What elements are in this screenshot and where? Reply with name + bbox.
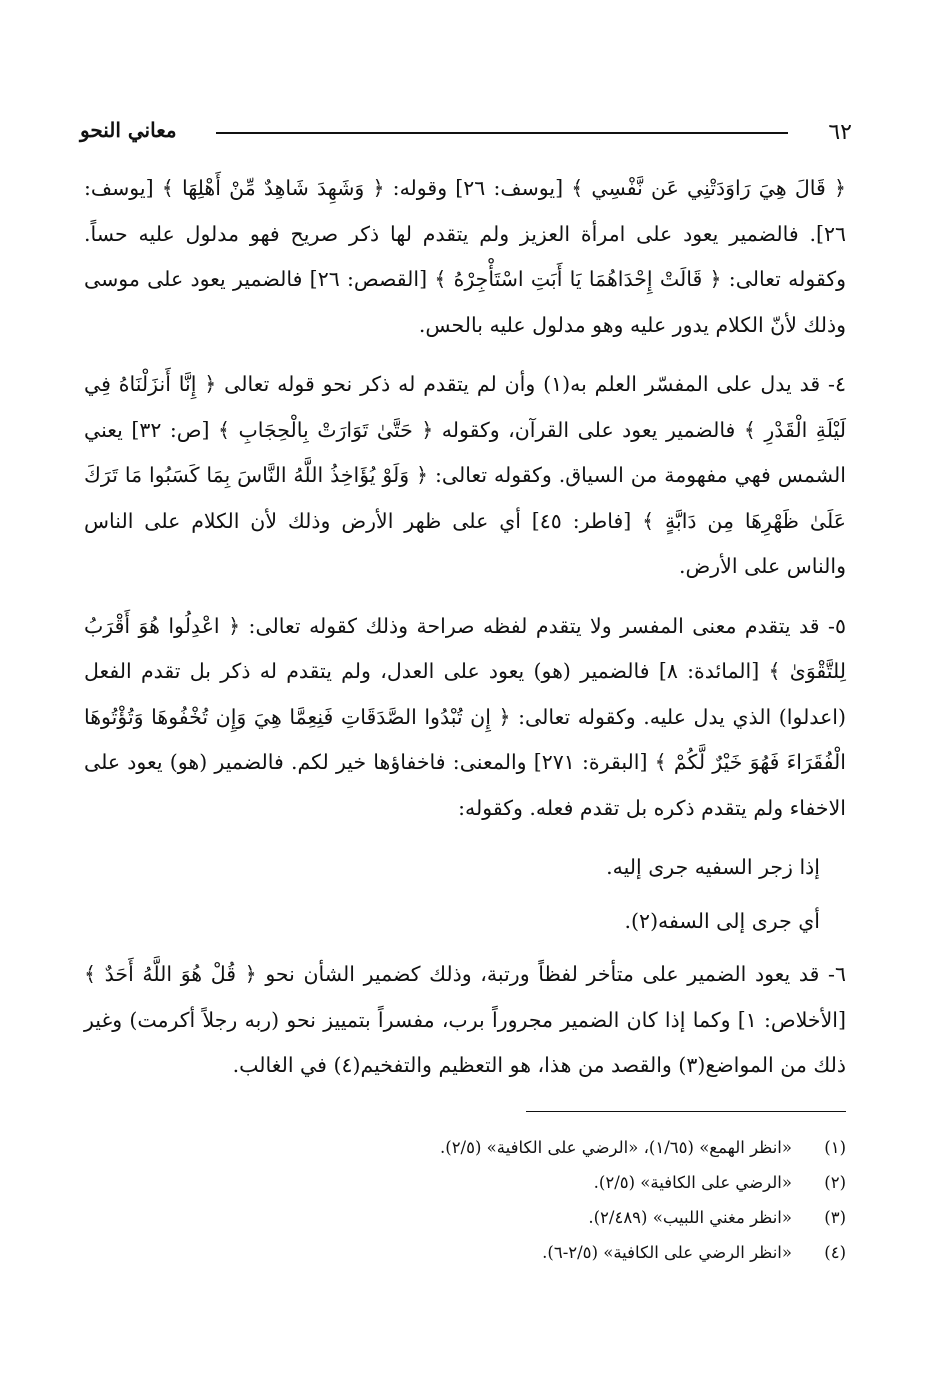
footnote-number: (٣)	[824, 1208, 846, 1227]
poetry-line: إذا زجر السفيه جرى إليه.	[606, 855, 820, 879]
paragraph-point-6: ٦- قد يعود الضمير على متأخر لفظاً ورتبة، وذلك كضمير الشأن نحو ﴿ قُلْ هُوَ اللَّهُ أَحَدٌ ﴾ [الأخلاص: ١] وكما إذا كان الضمير مجروراً برب، مفسراً بتمييز نحو (ربه رجلاً أكرمت) وغير ذلك من المواضع(٣) والقصد من هذا، هو التعظيم والتفخيم(٤) في الغالب.	[84, 962, 846, 1077]
footnotes	[84, 1130, 846, 1270]
footnote-item	[84, 1130, 846, 1165]
footnote-text: «الرضي على الكافية» (٢/٥).	[593, 1173, 792, 1192]
footnote-text: «انظر مغني اللبيب» (٢/٤٨٩).	[588, 1208, 792, 1227]
footnote-number: (٤)	[824, 1243, 846, 1262]
paragraph-intro: ﴿ قَالَ هِيَ رَاوَدَتْنِي عَن نَّفْسِي ﴾ [يوسف: ٢٦] وقوله: ﴿ وَشَهِدَ شَاهِدٌ مِّنْ أَهْلِهَا ﴾ [يوسف: ٢٦]. فالضمير يعود على امرأة العزيز ولم يتقدم لها ذكر صريح فهو مدلول عليه حساً. وكقوله تعالى: ﴿ قَالَتْ إِحْدَاهُمَا يَا أَبَتِ اسْتَأْجِرْهُ ﴾ [القصص: ٢٦] فالضمير يعود على موسى وذلك لأنّ الكلام يدور عليه وهو مدلول عليه بالحس.	[84, 176, 846, 337]
header-rule	[216, 132, 788, 134]
poetry-explanation: أي جرى إلى السفه(٢).	[624, 908, 820, 933]
footnote-text: «انظر الرضي على الكافية» (٢/٥-٦).	[542, 1243, 792, 1262]
page-body	[84, 166, 846, 1103]
footnote-number: (١)	[824, 1138, 846, 1157]
footnote-item	[84, 1165, 846, 1200]
paragraph-point-4: ٤- قد يدل على المفسّر العلم به(١) وأن لم يتقدم له ذكر نحو قوله تعالى ﴿ إِنَّا أَنزَلْنَاهُ فِي لَيْلَةِ الْقَدْرِ ﴾ فالضمير يعود على القرآن، وكقوله ﴿ حَتَّىٰ تَوَارَتْ بِالْحِجَابِ ﴾ [ص: ٣٢] يعني الشمس فهي مفهومة من السياق. وكقوله تعالى: ﴿ وَلَوْ يُؤَاخِذُ اللَّهُ النَّاسَ بِمَا كَسَبُوا مَا تَرَكَ عَلَىٰ ظَهْرِهَا مِن دَابَّةٍ ﴾ [فاطر: ٤٥] أي على ظهر الأرض وذلك لأن الكلام على الناس والناس على الأرض.	[84, 372, 846, 578]
paragraph-point-5: ٥- قد يتقدم معنى المفسر ولا يتقدم لفظه صراحة وذلك كقوله تعالى: ﴿ اعْدِلُوا هُوَ أَقْرَبُ لِلتَّقْوَىٰ ﴾ [المائدة: ٨] فالضمير (هو) يعود على العدل، ولم يتقدم له ذكر بل تقدم الفعل (اعدلوا) الذي يدل عليه. وكقوله تعالى: ﴿ إِن تُبْدُوا الصَّدَقَاتِ فَنِعِمَّا هِيَ وَإِن تُخْفُوهَا وَتُؤْتُوهَا الْفُقَرَاءَ فَهُوَ خَيْرٌ لَّكُمْ ﴾ [البقرة: ٢٧١] والمعنى: فاخفاؤها خير لكم. فالضمير (هو) يعود على الاخفاء ولم يتقدم ذكره بل تقدم فعله. وكقوله:	[84, 613, 847, 820]
footnote-rule	[526, 1111, 846, 1112]
page-number: ٦٢	[828, 120, 852, 145]
page-header	[80, 118, 852, 158]
footnote-item	[84, 1200, 846, 1235]
footnote-item	[84, 1235, 846, 1270]
footnote-number: (٢)	[824, 1173, 846, 1192]
footnote-text: «انظر الهمع» (١/٦٥)، «الرضي على الكافية» (٢/٥).	[440, 1138, 792, 1157]
running-title: معاني النحو	[80, 118, 177, 142]
